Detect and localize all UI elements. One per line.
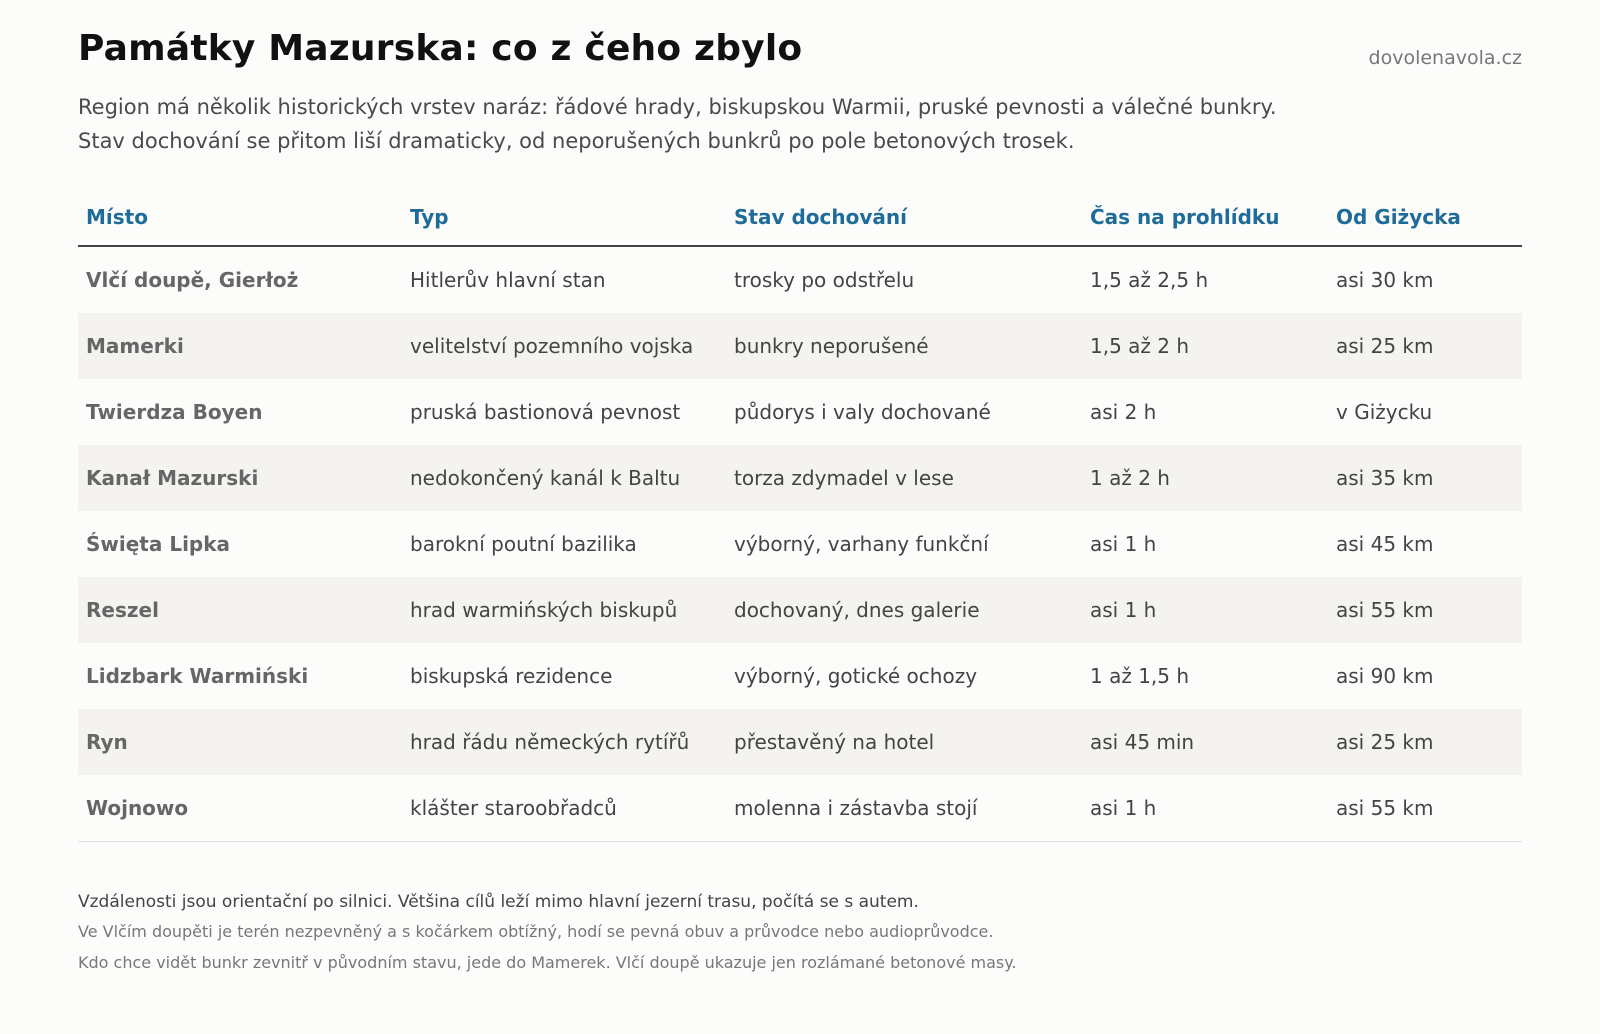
cell-visit-time: asi 2 h <box>1090 400 1157 424</box>
cell-condition: výborný, gotické ochozy <box>734 664 978 688</box>
cell-condition: torza zdymadel v lese <box>726 445 1082 511</box>
intro-line: Stav dochování se přitom liší dramaticky, od neporušených bunkrů po pole betonových trosek. <box>78 129 1075 153</box>
cell-place: Lidzbark Warmiński <box>86 664 309 688</box>
cell-type: velitelství pozemního vojska <box>402 313 726 379</box>
footnote-bunker: Kdo chce vidět bunkr zevnitř v původním stavu, jede do Mamerek. Vlčí doupě ukazuje jen rozlámané betonové masy. <box>78 953 1017 972</box>
column-header-type: Typ <box>402 189 726 246</box>
cell-visit-time: asi 45 min <box>1082 709 1328 775</box>
cell-place: Ryn <box>78 709 402 775</box>
table-row <box>78 246 1522 313</box>
table-row <box>78 445 1522 511</box>
cell-type: klášter staroobřadců <box>402 775 726 842</box>
footnote-terrain: Ve Vlčím doupěti je terén nezpevněný a s kočárkem obtížný, hodí se pevná obuv a průvodce nebo audioprůvodce. <box>78 922 994 941</box>
column-header-distance: Od Giżycka <box>1328 189 1522 246</box>
page-title: Památky Mazurska: co z čeho zbylo <box>78 28 803 69</box>
cell-type: pruská bastionová pevnost <box>410 400 681 424</box>
monuments-table <box>78 189 1522 842</box>
table-row <box>78 379 1522 445</box>
cell-type: hrad warmińských biskupů <box>402 577 726 643</box>
table-row <box>78 511 1522 577</box>
table-row <box>78 775 1522 842</box>
cell-distance: asi 25 km <box>1328 313 1522 379</box>
cell-place: Twierdza Boyen <box>86 400 263 424</box>
cell-place: Wojnowo <box>78 775 402 842</box>
cell-place: Reszel <box>78 577 402 643</box>
cell-visit-time: 1 až 1,5 h <box>1090 664 1190 688</box>
cell-condition: výborný, varhany funkční <box>734 532 989 556</box>
cell-distance: asi 55 km <box>1328 775 1522 842</box>
column-header-visit-time: Čas na prohlídku <box>1082 189 1328 246</box>
cell-place: Vlčí doupě, Gierłoż <box>86 268 299 292</box>
footnote-distance: Vzdálenosti jsou orientační po silnici. Většina cílů leží mimo hlavní jezerní trasu, počítá se s autem. <box>78 892 919 912</box>
cell-distance: asi 35 km <box>1328 445 1522 511</box>
cell-distance: asi 90 km <box>1336 664 1434 688</box>
cell-place: Mamerki <box>78 313 402 379</box>
table-row <box>78 709 1522 775</box>
table-header-row <box>78 189 1522 246</box>
intro-text <box>78 90 1538 158</box>
cell-visit-time: 1,5 až 2 h <box>1082 313 1328 379</box>
cell-condition: dochovaný, dnes galerie <box>726 577 1082 643</box>
column-header-place: Místo <box>78 189 402 246</box>
cell-distance: asi 30 km <box>1336 268 1434 292</box>
site-name: dovolenavola.cz <box>1368 47 1522 69</box>
intro-line: Region má několik historických vrstev naráz: řádové hrady, biskupskou Warmii, pruské pevnosti a válečné bunkry. <box>78 95 1277 119</box>
table-row <box>78 643 1522 709</box>
cell-type: biskupská rezidence <box>410 664 613 688</box>
cell-distance: asi 55 km <box>1328 577 1522 643</box>
cell-visit-time: asi 1 h <box>1082 775 1328 842</box>
cell-distance: v Giżycku <box>1336 400 1433 424</box>
cell-condition: bunkry neporušené <box>726 313 1082 379</box>
cell-type: hrad řádu německých rytířů <box>402 709 726 775</box>
cell-type: Hitlerův hlavní stan <box>410 268 606 292</box>
cell-visit-time: asi 1 h <box>1082 577 1328 643</box>
cell-distance: asi 45 km <box>1336 532 1434 556</box>
cell-condition: půdorys i valy dochované <box>734 400 991 424</box>
table-row <box>78 577 1522 643</box>
cell-place: Święta Lipka <box>86 532 231 556</box>
cell-distance: asi 25 km <box>1328 709 1522 775</box>
footnotes <box>78 890 1522 982</box>
cell-condition: molenna i zástavba stojí <box>726 775 1082 842</box>
cell-place: Kanał Mazurski <box>78 445 402 511</box>
cell-visit-time: 1,5 až 2,5 h <box>1090 268 1209 292</box>
table-row <box>78 313 1522 379</box>
cell-condition: trosky po odstřelu <box>734 268 915 292</box>
cell-visit-time: 1 až 2 h <box>1082 445 1328 511</box>
column-header-condition: Stav dochování <box>726 189 1082 246</box>
cell-type: barokní poutní bazilika <box>410 532 637 556</box>
cell-condition: přestavěný na hotel <box>726 709 1082 775</box>
cell-type: nedokončený kanál k Baltu <box>402 445 726 511</box>
cell-visit-time: asi 1 h <box>1090 532 1157 556</box>
